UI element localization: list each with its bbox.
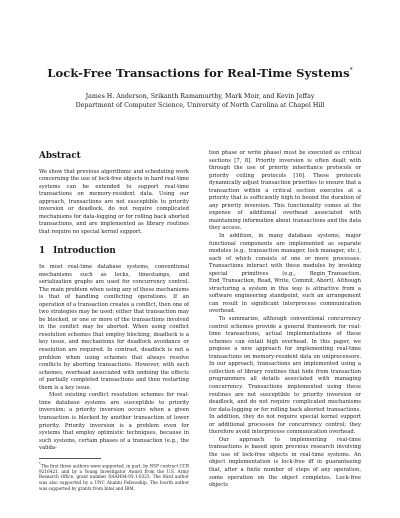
intro-paragraph-3: In addition, in many database systems, major functional components are implemented as separate modules (e.g., transaction manager, lock manager, etc.), each of which consists of one or more processes. Transactions interact with these modules by invoking special primitives (e.g., Begin_Transaction, End_Transaction, Read, Write, Commit, Abort). Although structuring a system in this way is attractive from a software engineering standpoint, such an arrangement can result in significant interprocess communication overhead. [209, 233, 361, 315]
intro-paragraph-4: To summarize, although conventional concurrency control schemes provide a general framework for real-time transactions, actual implementations of these schemes can entail high overhead. In this paper, we propose a new approach for implementing real-time transactions on memory-resident data on uniprocessors. In our approach, transactions are implemented using a collection of library routines that hide from transaction programmers all details associated with managing concurrency. Transactions implemented using these routines are not susceptible to priority inversion or deadlock, and do not require complicated mechanisms for data-logging or for rolling back aborted transactions. In addition, they do not require special kernel support or additional processes for concurrency control; they therefore avoid interprocess communication overhead. [209, 316, 361, 436]
left-column [39, 150, 189, 492]
footnote-mark: * [39, 461, 41, 466]
author-names: James H. Anderson, Srikanth Ramamurthy, Mark Moir, and Kevin Jeffay [85, 93, 315, 100]
intro-paragraph-2: Most existing conflict resolution schemes for real-time database systems are susceptible to priority inversion; a priority inversion occurs when a given transaction is blocked by another transaction of lower priority. Priority inversion is a problem even for systems that employ optimistic techniques, because in such systems, certain phases of a transaction (e.g., the valida- [39, 392, 189, 452]
footnote-rule [39, 458, 101, 459]
author-affiliation: Department of Computer Science, University of North Carolina at Chapel Hill [75, 102, 325, 110]
footnote [39, 462, 189, 492]
right-column [209, 150, 361, 490]
abstract-text: We show that previous algorithmic and scheduling work concerning the use of lock-free objects in hard real-time systems can be extended to support real-time transactions on memory-resident data. Using our approach, transactions are not susceptible to priority inversion or deadlock, do not require complicated mechanisms for data-logging or for rolling back aborted transactions, and are implemented as library routines that require no special kernel support. [39, 168, 189, 235]
introduction-heading [39, 248, 189, 256]
footnote-text: The first three authors were supported, in part, by NSF contract CCR 9216421, and by a Young Investigator Award from the U.S. Army Research Office, grant number DAAH04-95-1-0323. The third author was also supported by a UNC Alumni Fellowship. The fourth author was supported by grants from Intel and IBM. [39, 463, 190, 491]
abstract-heading: Abstract [39, 151, 81, 161]
paper-title [0, 66, 400, 80]
section-title: Introduction [53, 246, 116, 257]
intro-paragraph-5: Our approach to implementing real-time transactions is based upon previous research involving the use of lock-free objects in real-time systems. An object implementation is lock-free iff in guaranteeing that, after a finite number of steps of any operation, some operation on the object completes. Lock-free objects [209, 436, 361, 489]
title-footnote-mark: * [349, 67, 353, 75]
section-number: 1 [39, 246, 46, 257]
title-text: Lock-Free Transactions for Real-Time Systems [47, 66, 350, 80]
author-block [0, 92, 400, 110]
intro-paragraph-1: In most real-time database systems, conventional mechanisms such as locks, timestamps, and serialization graphs are used for concurrency control. The main problem when using any of these mechanisms is that of handling conflicting operations. If an operation of a transaction creates a conflict, then one of two strategies may be used: either that transaction may be blocked, or one or more of the transactions involved in the conflict may be aborted. When using conflict resolution schemes that employ blocking, deadlock is a key issue, and mechanisms for deadlock avoidance or resolution are required. In contrast, deadlock is not a problem when using schemes that always resolve conflicts by aborting transactions. However, with such schemes, overhead associated with undoing the effects of partially completed transactions and then restarting them is a key issue. [39, 264, 189, 391]
intro-paragraph-2-continued: tion phase or write phase) must be executed as critical sections [7, 8]. Priority inversion is often dealt with through the use of priority inheritance protocols or priority ceiling protocols [16]. These protocols dynamically adjust transaction priorities to ensure that a transaction within a critical section executes at a priority that is sufficiently high to bound the duration of any priority inversion. This functionality comes at the expense of additional overhead associated with maintaining information about transactions and the data they access. [209, 150, 361, 232]
